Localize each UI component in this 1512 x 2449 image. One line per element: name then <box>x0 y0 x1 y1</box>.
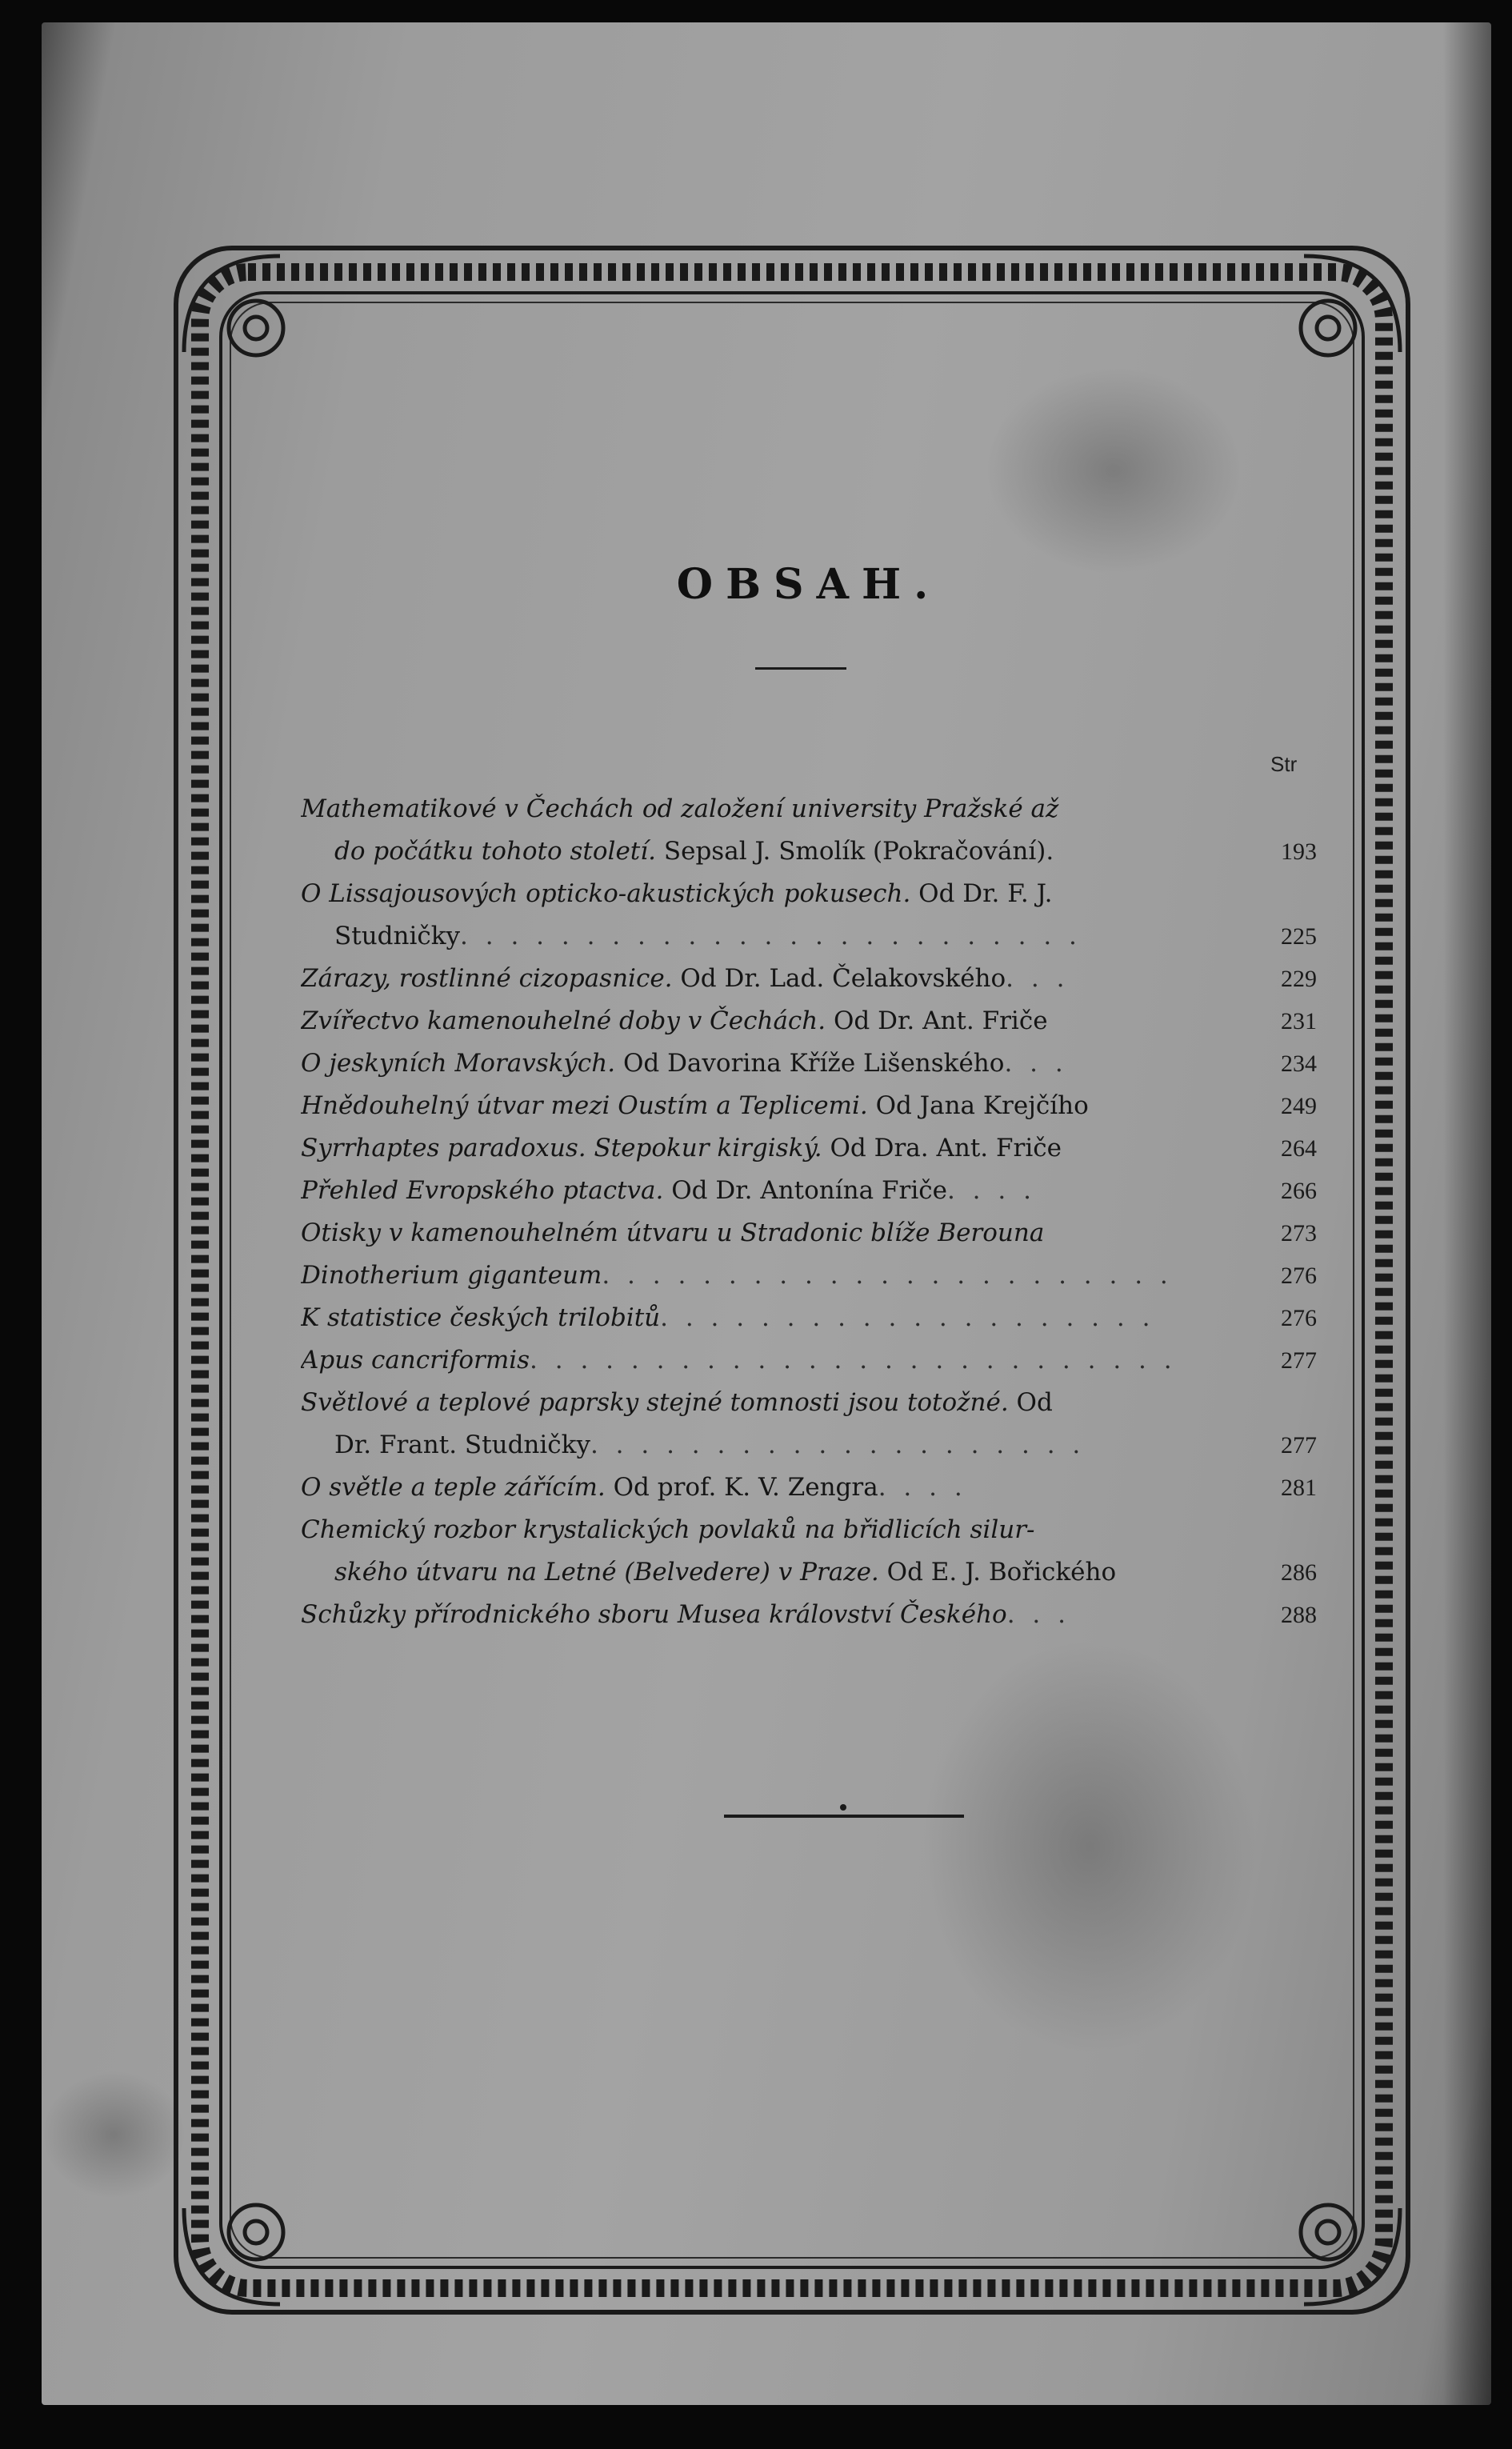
page-title: OBSAH. <box>676 560 942 609</box>
page-number: 231 <box>1281 1008 1317 1034</box>
page-number: 193 <box>1281 838 1317 865</box>
toc-entry <box>301 1170 1317 1212</box>
dot-leader: . . . . <box>946 1176 1036 1205</box>
page-edge-shadow <box>1443 22 1491 2405</box>
entry-title: Zvířectvo kamenouhelné doby v Čechách. <box>301 1006 826 1035</box>
entry-title: O jeskyních Moravských. <box>301 1049 616 1078</box>
entry-title: Syrrhaptes paradoxus. Stepokur kirgiský. <box>301 1134 822 1162</box>
page-number: 276 <box>1281 1263 1317 1289</box>
entry-title: Chemický rozbor krystalických povlaků na břidlicích silur- <box>301 1515 1035 1544</box>
toc-entry <box>301 1382 1317 1467</box>
page-number: 229 <box>1281 966 1317 992</box>
toc-entry <box>301 1255 1317 1297</box>
entry-author: Od Davorina Kříže Lišenského <box>615 1049 1005 1078</box>
page-number: 266 <box>1281 1178 1317 1204</box>
entry-title: Apus cancriformis <box>301 1346 530 1375</box>
entry-title: Přehled Evropského ptactva. <box>301 1176 664 1205</box>
entry-author: Studničky <box>334 922 461 950</box>
page-number: 288 <box>1281 1602 1317 1628</box>
dot-leader: . . . . . . . . . . . . . . . . . . . . . . . . . <box>460 922 1082 950</box>
page-number: 281 <box>1281 1475 1317 1501</box>
page-number: 277 <box>1281 1347 1317 1374</box>
entry-author: Dr. Frant. Studničky <box>334 1431 590 1459</box>
entry-author: Od <box>1008 1388 1053 1417</box>
title-rule <box>755 667 846 670</box>
entry-title: Hnědouhelný útvar mezi Oustím a Teplicemi. <box>301 1091 868 1120</box>
page-number: 225 <box>1281 923 1317 950</box>
page-number: 249 <box>1281 1093 1317 1119</box>
page-number: 276 <box>1281 1305 1317 1331</box>
entry-author: Od prof. K. V. Zengra <box>605 1473 878 1502</box>
toc-entry <box>301 788 1317 873</box>
dot-leader: . . . <box>1004 1049 1068 1078</box>
toc-entry <box>301 1594 1317 1636</box>
toc-entry <box>301 1467 1317 1509</box>
dot-leader: . . . . . . . . . . . . . . . . . . . . <box>590 1431 1086 1459</box>
toc-entry <box>301 1509 1317 1594</box>
dot-leader: . . . . <box>878 1473 967 1502</box>
toc-entry <box>301 1339 1317 1382</box>
entry-author: Od Dr. Ant. Friče <box>826 1006 1048 1035</box>
toc-entry <box>301 1212 1317 1255</box>
stain <box>42 2071 186 2199</box>
entry-title: Zárazy, rostlinné cizopasnice. <box>301 964 673 993</box>
entry-author: Od Dr. Antonína Friče <box>663 1176 947 1205</box>
dot-leader: . . . . . . . . . . . . . . . . . . . . . . . <box>602 1261 1173 1290</box>
entry-title: Otisky v kamenouhelném útvaru u Stradonic blíže Berouna <box>301 1218 1045 1247</box>
entry-title: K statistice českých trilobitů <box>301 1303 661 1332</box>
dot-leader: . . . <box>1006 1600 1070 1629</box>
page-column-label: Str <box>1270 752 1298 776</box>
entry-title: ského útvaru na Letné (Belvedere) v Praze. <box>334 1558 879 1587</box>
entry-title: O světle a teple zářícím. <box>301 1473 606 1502</box>
page-number: 273 <box>1281 1220 1317 1247</box>
entry-title: Dinotherium giganteum <box>301 1261 602 1290</box>
entry-title: Schůzky přírodnického sboru Musea království Českého <box>301 1600 1007 1629</box>
ornament-dot <box>840 1804 846 1811</box>
bottom-rule-ornament <box>724 1815 964 1818</box>
toc-entry <box>301 1085 1317 1127</box>
toc-entry <box>301 1127 1317 1170</box>
dot-leader: . . . . . . . . . . . . . . . . . . . . . . . . . . <box>530 1346 1177 1375</box>
toc-entry <box>301 1042 1317 1085</box>
entry-title: Mathematikové v Čechách od založení university Pražské až <box>301 794 1059 823</box>
entry-author: Od Dr. F. J. <box>910 879 1053 908</box>
page-number: 286 <box>1281 1559 1317 1586</box>
entry-author: Od Jana Krejčího <box>867 1091 1089 1120</box>
entry-title: do počátku tohoto století. <box>334 837 657 866</box>
entry-title: Světlové a teplové paprsky stejné tomnosti jsou totožné. <box>301 1388 1009 1417</box>
toc-list <box>301 788 1317 1636</box>
entry-title: O Lissajousových opticko-akustických pokusech. <box>301 879 911 908</box>
page-number: 234 <box>1281 1050 1317 1077</box>
entry-author: Od Dra. Ant. Friče <box>822 1134 1062 1162</box>
toc-entry <box>301 1297 1317 1339</box>
page-number: 277 <box>1281 1432 1317 1459</box>
toc-entry <box>301 873 1317 958</box>
toc-entry <box>301 958 1317 1000</box>
dot-leader: . . . <box>1006 964 1070 993</box>
entry-author: Od E. J. Bořického <box>878 1558 1117 1587</box>
toc-entry <box>301 1000 1317 1042</box>
entry-author: Sepsal J. Smolík (Pokračování). <box>656 837 1054 866</box>
entry-author: Od Dr. Lad. Čelakovského <box>672 964 1006 993</box>
dot-leader: . . . . . . . . . . . . . . . . . . . . <box>660 1303 1155 1332</box>
page-number: 264 <box>1281 1135 1317 1162</box>
